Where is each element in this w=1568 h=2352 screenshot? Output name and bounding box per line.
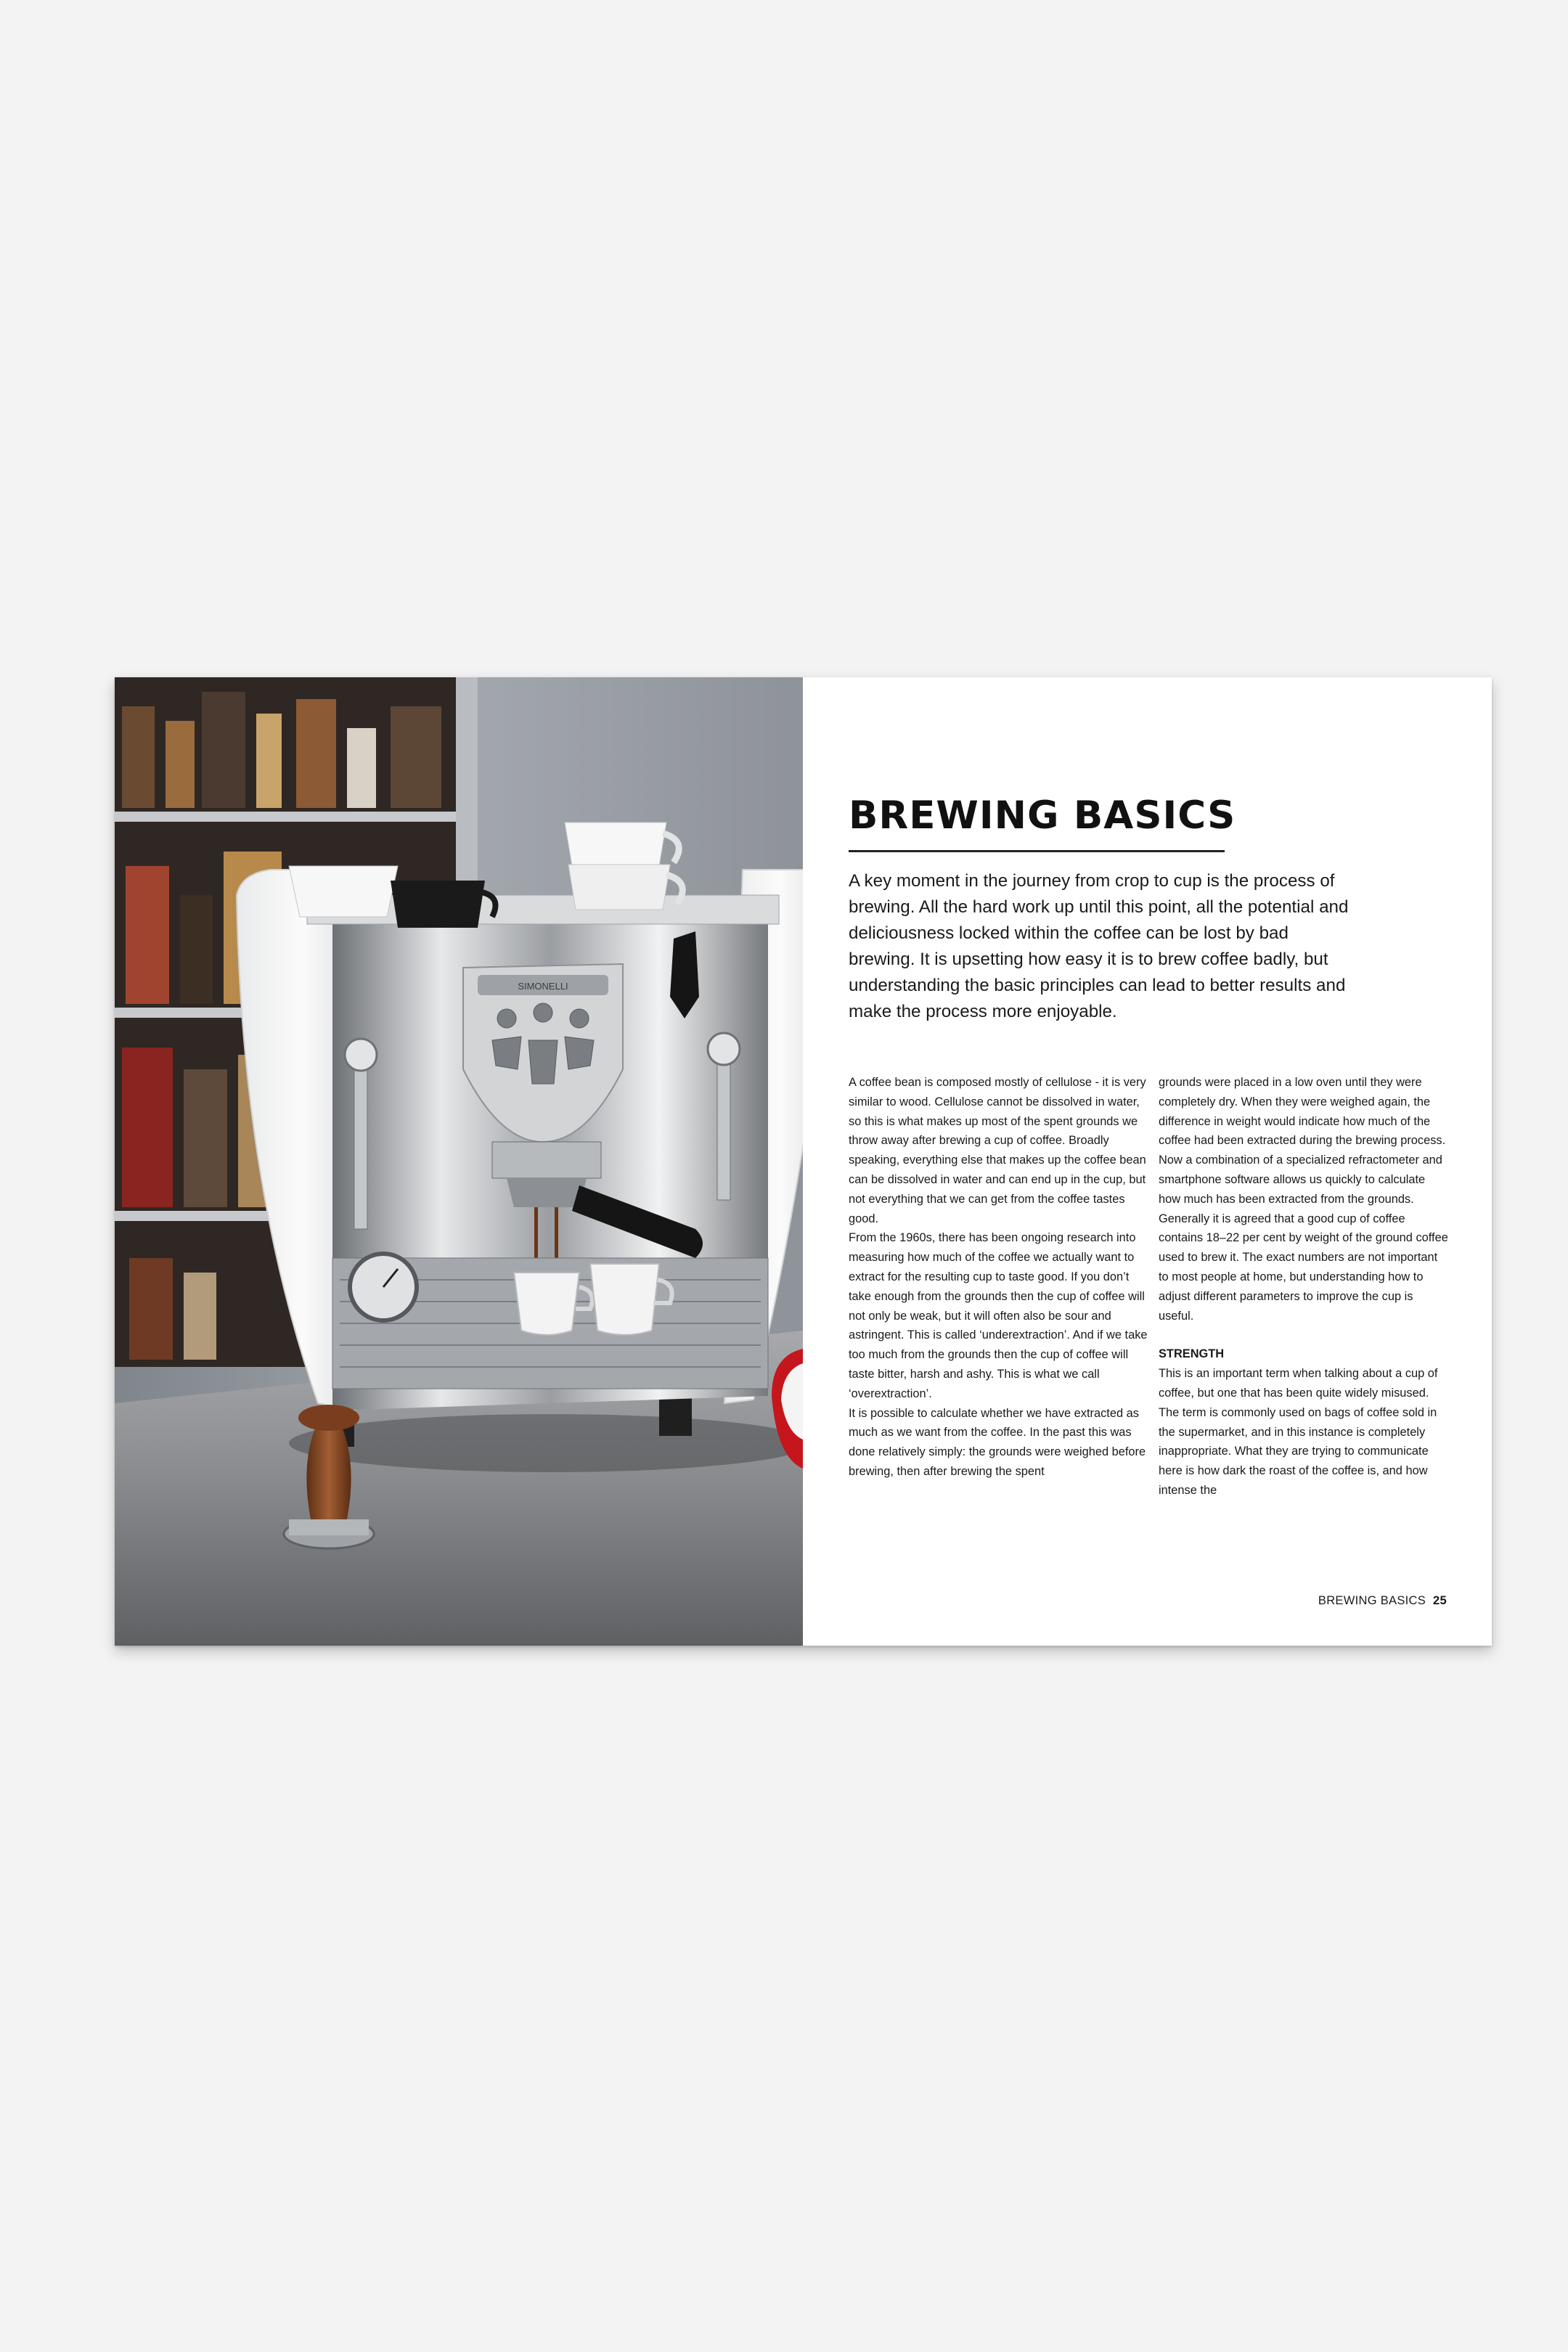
running-footer: BREWING BASICS <box>1318 1594 1426 1607</box>
body-paragraph: It is possible to calculate whether we have extracted as much as we want from the coffee. In the past this was done relatively simply: the grounds were weighed before brewing, then after brewing the spent <box>849 1406 1146 1478</box>
body-paragraph: grounds were placed in a low oven until they were completely dry. When they were weighed again, the difference in weight would indicate how much of the coffee had been extracted during the brewing process. Now a combination of a specialized refractometer and smartphone software allows us quickly to calculate how much has been extracted from the grounds. Generally it is agreed that a good cup of coffee contains 18–22 per cent by weight of the ground coffee used to brew it. The exact numbers are not important to most people at home, but understanding how to adjust different parameters to improve the cup is useful. <box>1159 1076 1448 1323</box>
body-paragraph: From the 1960s, there has been ongoing research into measuring how much of the coffee we actually want to extract for the resulting cup to taste good. If you don’t take enough from the grounds then the cup of coffee will not only be weak, but it will often also be sour and astringent. This is called ‘underextraction’. And if we take too much from the grounds then the cup of coffee will taste bitter, harsh and ashy. This is what we call ‘overextraction’. <box>849 1231 1148 1400</box>
page-title: BREWING BASICS <box>849 793 1236 838</box>
machine-brand-label: SIMONELLI <box>518 981 568 992</box>
espresso-machine-photo <box>115 677 803 1646</box>
title-underline <box>849 850 1225 852</box>
intro-paragraph: A key moment in the journey from crop to cup is the process of brewing. All the hard work up until this point, all the potential and deliciousness locked within the coffee can be lost by bad brewing. It is upsetting how easy it is to brew coffee badly, but understanding the basic principles can lead to better results and make the process more enjoyable. <box>849 871 1349 1021</box>
book-spread <box>115 677 1492 1646</box>
body-paragraph: A coffee bean is composed mostly of cellulose - it is very similar to wood. Cellulose cannot be dissolved in water, so this is what makes up most of the spent grounds we throw away after brewing a cup of coffee. Broadly speaking, everything else that makes up the coffee bean can be dissolved in water and can end up in the cup, but not everything that we can get from the coffee tastes good. <box>849 1076 1146 1225</box>
body-column-right <box>1159 1073 1449 1500</box>
page-number: 25 <box>1433 1594 1447 1607</box>
body-paragraph: This is an important term when talking about a cup of coffee, but one that has been quite widely misused. The term is commonly used on bags of coffee sold in the supermarket, and in this instance is completely inappropriate. What they are trying to communicate here is how dark the roast of the coffee is, and how intense the <box>1159 1367 1438 1497</box>
page-footer <box>1318 1594 1447 1608</box>
section-subheading: STRENGTH <box>1159 1347 1225 1361</box>
text-page <box>803 677 1492 1646</box>
photo-page <box>115 677 803 1646</box>
body-column-left <box>849 1073 1148 1482</box>
